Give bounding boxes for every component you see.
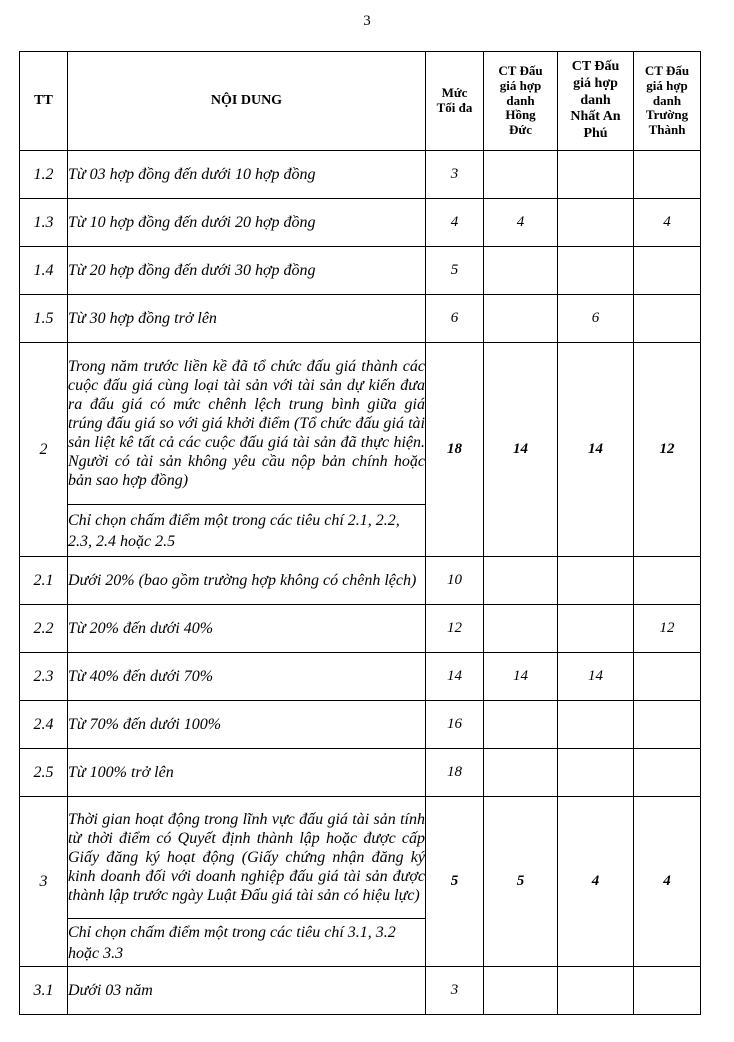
row-content: Thời gian hoạt động trong lĩnh vực đấu giá tài sản tính từ thời điểm có Quyết định thành lập hoặc được cấp Giấy đăng ký hoạt động (Giấy chứng nhận đăng ký kinh doanh đối với doanh nghiệp đấu giá tài sản được thành lập trước ngày Luật Đấu giá tài sản có hiệu lực) [68, 797, 426, 919]
row-tt: 2.2 [20, 605, 68, 653]
table-row [20, 653, 701, 701]
table-row [20, 343, 701, 505]
row-score-nhat-an-phu [558, 557, 634, 605]
row-score-nhat-an-phu [558, 701, 634, 749]
row-score-truong-thanh [634, 701, 701, 749]
row-tt: 3.1 [20, 967, 68, 1015]
row-tt: 2.1 [20, 557, 68, 605]
header-c-line: Thành [648, 122, 686, 138]
row-score-truong-thanh: 12 [634, 343, 701, 557]
row-max-score: 5 [426, 247, 484, 295]
header-c-line: CT Đấu [644, 62, 690, 78]
header-b-line: Phú [583, 126, 608, 142]
table-row [20, 199, 701, 247]
row-score-hong-duc [484, 295, 558, 343]
table-row [20, 557, 701, 605]
row-score-hong-duc [484, 605, 558, 653]
row-score-hong-duc: 14 [484, 653, 558, 701]
row-max-score: 10 [426, 557, 484, 605]
row-tt: 3 [20, 797, 68, 967]
row-max-score: 6 [426, 295, 484, 343]
row-score-truong-thanh: 4 [634, 199, 701, 247]
table-row [20, 295, 701, 343]
row-score-nhat-an-phu: 14 [558, 653, 634, 701]
header-a-line: giá hợp [499, 77, 542, 93]
row-score-truong-thanh [634, 151, 701, 199]
row-tt: 2.4 [20, 701, 68, 749]
header-c-line: giá hợp [646, 77, 688, 93]
row-max-score: 3 [426, 967, 484, 1015]
row-content: Từ 10 hợp đồng đến dưới 20 hợp đồng [68, 199, 426, 247]
row-score-truong-thanh [634, 967, 701, 1015]
row-content: Từ 100% trở lên [68, 749, 426, 797]
row-score-truong-thanh [634, 295, 701, 343]
header-a-line: Đức [509, 122, 532, 138]
header-b-line: danh [580, 92, 611, 108]
header-a-line: Hồng [505, 107, 536, 123]
row-score-truong-thanh [634, 557, 701, 605]
row-score-nhat-an-phu [558, 605, 634, 653]
header-a-line: danh [506, 92, 535, 108]
header-c-line: Trường [645, 107, 689, 123]
table-row [20, 701, 701, 749]
row-score-truong-thanh [634, 247, 701, 295]
scoring-table [19, 51, 701, 1015]
row-tt: 1.2 [20, 151, 68, 199]
row-max-score: 18 [426, 343, 484, 557]
header-company-hong-duc [484, 52, 558, 151]
row-note: Chỉ chọn chấm điểm một trong các tiêu chí 3.1, 3.2 hoặc 3.3 [68, 919, 426, 967]
row-score-hong-duc [484, 749, 558, 797]
row-tt: 2.3 [20, 653, 68, 701]
row-content: Từ 03 hợp đồng đến dưới 10 hợp đồng [68, 151, 426, 199]
table-row [20, 967, 701, 1015]
header-company-nhat-an-phu [558, 52, 634, 151]
header-max-line1: Mức [441, 85, 468, 101]
table-row [20, 605, 701, 653]
row-score-hong-duc: 4 [484, 199, 558, 247]
table-header-row [20, 52, 701, 151]
row-note: Chỉ chọn chấm điểm một trong các tiêu chí 2.1, 2.2, 2.3, 2.4 hoặc 2.5 [68, 505, 426, 557]
row-max-score: 12 [426, 605, 484, 653]
row-score-nhat-an-phu [558, 247, 634, 295]
row-score-truong-thanh [634, 653, 701, 701]
header-c-line: danh [652, 92, 682, 108]
row-score-hong-duc [484, 557, 558, 605]
row-score-truong-thanh: 12 [634, 605, 701, 653]
row-content: Dưới 03 năm [68, 967, 426, 1015]
row-score-nhat-an-phu [558, 749, 634, 797]
table-row [20, 247, 701, 295]
row-content: Từ 20% đến dưới 40% [68, 605, 426, 653]
row-content: Từ 40% đến dưới 70% [68, 653, 426, 701]
row-content: Từ 30 hợp đồng trở lên [68, 295, 426, 343]
row-tt: 1.3 [20, 199, 68, 247]
table-row [20, 151, 701, 199]
row-tt: 1.4 [20, 247, 68, 295]
row-score-hong-duc [484, 701, 558, 749]
row-score-nhat-an-phu [558, 199, 634, 247]
row-score-nhat-an-phu: 4 [558, 797, 634, 967]
row-score-hong-duc: 5 [484, 797, 558, 967]
page-number: 3 [363, 13, 371, 29]
table-row [20, 797, 701, 919]
row-score-hong-duc [484, 967, 558, 1015]
header-tt: TT [20, 52, 68, 151]
row-score-nhat-an-phu [558, 967, 634, 1015]
row-max-score: 14 [426, 653, 484, 701]
row-max-score: 18 [426, 749, 484, 797]
row-score-truong-thanh [634, 749, 701, 797]
header-content: NỘI DUNG [68, 52, 426, 151]
row-score-nhat-an-phu: 14 [558, 343, 634, 557]
header-b-line: giá hợp [573, 75, 618, 91]
row-content: Từ 20 hợp đồng đến dưới 30 hợp đồng [68, 247, 426, 295]
row-score-truong-thanh: 4 [634, 797, 701, 967]
row-max-score: 4 [426, 199, 484, 247]
row-score-hong-duc [484, 151, 558, 199]
row-content: Trong năm trước liền kề đã tổ chức đấu giá thành các cuộc đấu giá cùng loại tài sản với tài sản dự kiến đưa ra đấu giá có mức chênh lệch trung bình giữa giá trúng đấu giá so với giá khởi điểm (Tổ chức đấu giá tài sản liệt kê tất cả các cuộc đấu giá tài sản đã thực hiện. Người có tài sản không yêu cầu nộp bản chính hoặc bản sao hợp đồng) [68, 343, 426, 505]
header-b-line: CT Đấu [571, 59, 620, 74]
row-score-nhat-an-phu: 6 [558, 295, 634, 343]
header-max-score [426, 52, 484, 151]
row-content: Từ 70% đến dưới 100% [68, 701, 426, 749]
table-row [20, 749, 701, 797]
row-tt: 2.5 [20, 749, 68, 797]
row-max-score: 16 [426, 701, 484, 749]
row-score-hong-duc: 14 [484, 343, 558, 557]
row-score-hong-duc [484, 247, 558, 295]
row-tt: 2 [20, 343, 68, 557]
row-max-score: 3 [426, 151, 484, 199]
row-content: Dưới 20% (bao gồm trường hợp không có chênh lệch) [68, 557, 426, 605]
header-company-truong-thanh [634, 52, 701, 151]
header-max-line2: Tối đa [436, 100, 473, 115]
row-tt: 1.5 [20, 295, 68, 343]
row-max-score: 5 [426, 797, 484, 967]
row-score-nhat-an-phu [558, 151, 634, 199]
header-a-line: CT Đấu [498, 62, 543, 78]
header-b-line: Nhất An [570, 109, 621, 125]
